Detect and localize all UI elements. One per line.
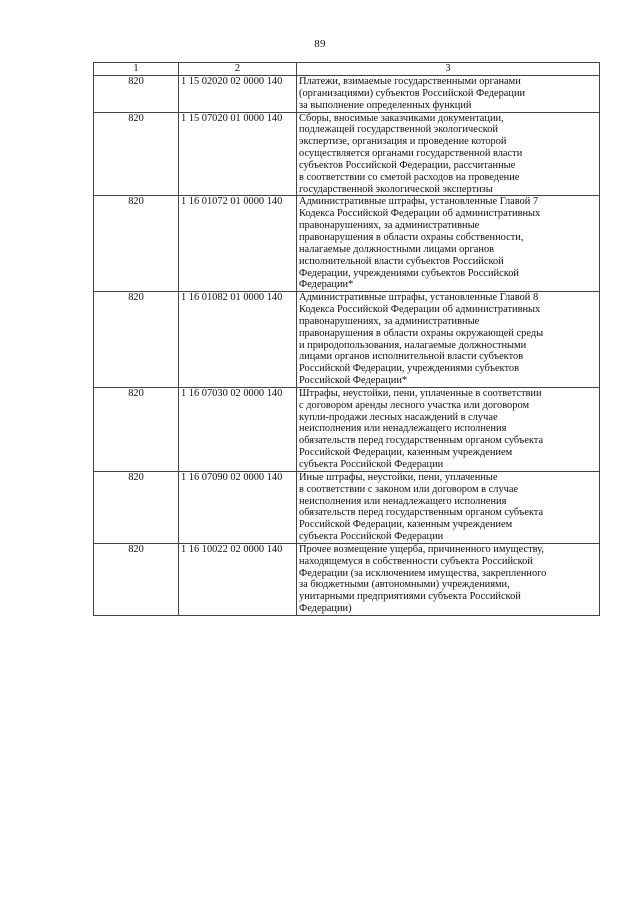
- description-line: государственной экологической экспертизы: [299, 183, 493, 195]
- table-row: [94, 196, 600, 292]
- description-cell: [297, 471, 600, 543]
- revenue-codes-table: [93, 62, 600, 616]
- description-line: правонарушения в области охраны собственности,: [299, 231, 524, 243]
- header-cell-3: 3: [297, 63, 600, 76]
- description-cell: [297, 387, 600, 471]
- kbk-code-cell: 1 16 01072 01 0000 140: [179, 196, 297, 292]
- description-line: Федерации (за исключением имущества, закрепленного: [299, 567, 547, 579]
- description-line: исполнительной власти субъектов Российской: [299, 255, 504, 267]
- description-line: субъекта Российской Федерации: [299, 531, 444, 543]
- description-line: обязательств перед государственным органом субъекта: [299, 507, 544, 519]
- description-line: Российской Федерации*: [299, 375, 408, 387]
- description-line: Кодекса Российской Федерации об административных: [299, 208, 541, 220]
- description-line: Российской Федерации, казенным учреждением: [299, 519, 513, 531]
- description-cell: [297, 543, 600, 615]
- description-line: Платежи, взимаемые государственными органами: [299, 76, 521, 87]
- description-line: и природопользования, налагаемые должностными: [299, 339, 527, 351]
- kbk-code-cell: 1 16 01082 01 0000 140: [179, 292, 297, 388]
- page-number: 89: [314, 38, 326, 50]
- description-line: Иные штрафы, неустойки, пени, уплаченные: [299, 471, 498, 483]
- table-row: [94, 112, 600, 196]
- description-line: экспертизе, организация и проведение которой: [299, 136, 507, 148]
- description-line: Сборы, вносимые заказчиками документации,: [299, 112, 504, 124]
- description-line: купли-продажи лесных насаждений в случае: [299, 411, 498, 423]
- description-line: обязательств перед государственным органом субъекта: [299, 435, 544, 447]
- admin-code-cell: 820: [94, 196, 179, 292]
- table-row: [94, 292, 600, 388]
- description-line: Прочее возмещение ущерба, причиненного имуществу,: [299, 543, 544, 555]
- description-line: с договором аренды лесного участка или договором: [299, 399, 530, 411]
- table-row: [94, 76, 600, 113]
- description-line: Российской Федерации, учреждениями субъектов: [299, 363, 519, 375]
- description-line: правонарушения в области охраны окружающей среды: [299, 327, 544, 339]
- description-line: субъекта Российской Федерации: [299, 459, 444, 470]
- description-line: Административные штрафы, установленные Главой 7: [299, 196, 539, 208]
- admin-code-cell: 820: [94, 471, 179, 543]
- kbk-code-cell: 1 15 02020 02 0000 140: [179, 76, 297, 113]
- description-cell: [297, 196, 600, 292]
- table-row: [94, 543, 600, 615]
- description-line: за выполнение определенных функций: [299, 99, 472, 111]
- admin-code-cell: 820: [94, 112, 179, 196]
- description-line: находящемуся в собственности субъекта Российской: [299, 555, 533, 567]
- kbk-code-cell: 1 15 07020 01 0000 140: [179, 112, 297, 196]
- description-line: Федерации): [299, 603, 352, 615]
- description-cell: [297, 76, 600, 113]
- description-cell: [297, 112, 600, 196]
- description-line: неисполнения или ненадлежащего исполнения: [299, 495, 507, 507]
- description-line: (организациями) субъектов Российской Федерации: [299, 87, 526, 99]
- description-line: в соответствии со сметой расходов на проведение: [299, 171, 520, 183]
- description-line: унитарными предприятиями субъекта Российской: [299, 591, 521, 603]
- description-line: осуществляется органами государственной власти: [299, 148, 523, 160]
- kbk-code-cell: 1 16 10022 02 0000 140: [179, 543, 297, 615]
- description-line: Федерации, учреждениями субъектов Российской: [299, 267, 519, 279]
- table-row: [94, 387, 600, 471]
- description-line: Федерации*: [299, 279, 354, 291]
- admin-code-cell: 820: [94, 543, 179, 615]
- description-line: правонарушениях, за административные: [299, 220, 480, 232]
- header-cell-1: 1: [94, 63, 179, 76]
- admin-code-cell: 820: [94, 76, 179, 113]
- header-cell-2: 2: [179, 63, 297, 76]
- kbk-code-cell: 1 16 07030 02 0000 140: [179, 387, 297, 471]
- kbk-code-cell: 1 16 07090 02 0000 140: [179, 471, 297, 543]
- table-row: [94, 471, 600, 543]
- description-line: субъектов Российской Федерации, рассчитанные: [299, 159, 516, 171]
- description-line: налагаемые должностными лицами органов: [299, 243, 495, 255]
- description-line: за бюджетными (автономными) учреждениями,: [299, 579, 510, 591]
- description-line: Кодекса Российской Федерации об административных: [299, 304, 541, 316]
- description-line: Штрафы, неустойки, пени, уплаченные в соответствии: [299, 387, 542, 399]
- description-line: неисполнения или ненадлежащего исполнения: [299, 423, 507, 435]
- description-line: Административные штрафы, установленные Главой 8: [299, 292, 539, 304]
- description-line: Российской Федерации, казенным учреждением: [299, 447, 513, 459]
- admin-code-cell: 820: [94, 292, 179, 388]
- table-body: [94, 63, 600, 616]
- admin-code-cell: 820: [94, 387, 179, 471]
- description-line: в соответствии с законом или договором в случае: [299, 483, 519, 495]
- table-header-row: [94, 63, 600, 76]
- description-line: лицами органов исполнительной власти субъектов: [299, 351, 524, 363]
- description-cell: [297, 292, 600, 388]
- description-line: правонарушениях, за административные: [299, 315, 480, 327]
- description-line: подлежащей государственной экологической: [299, 124, 498, 136]
